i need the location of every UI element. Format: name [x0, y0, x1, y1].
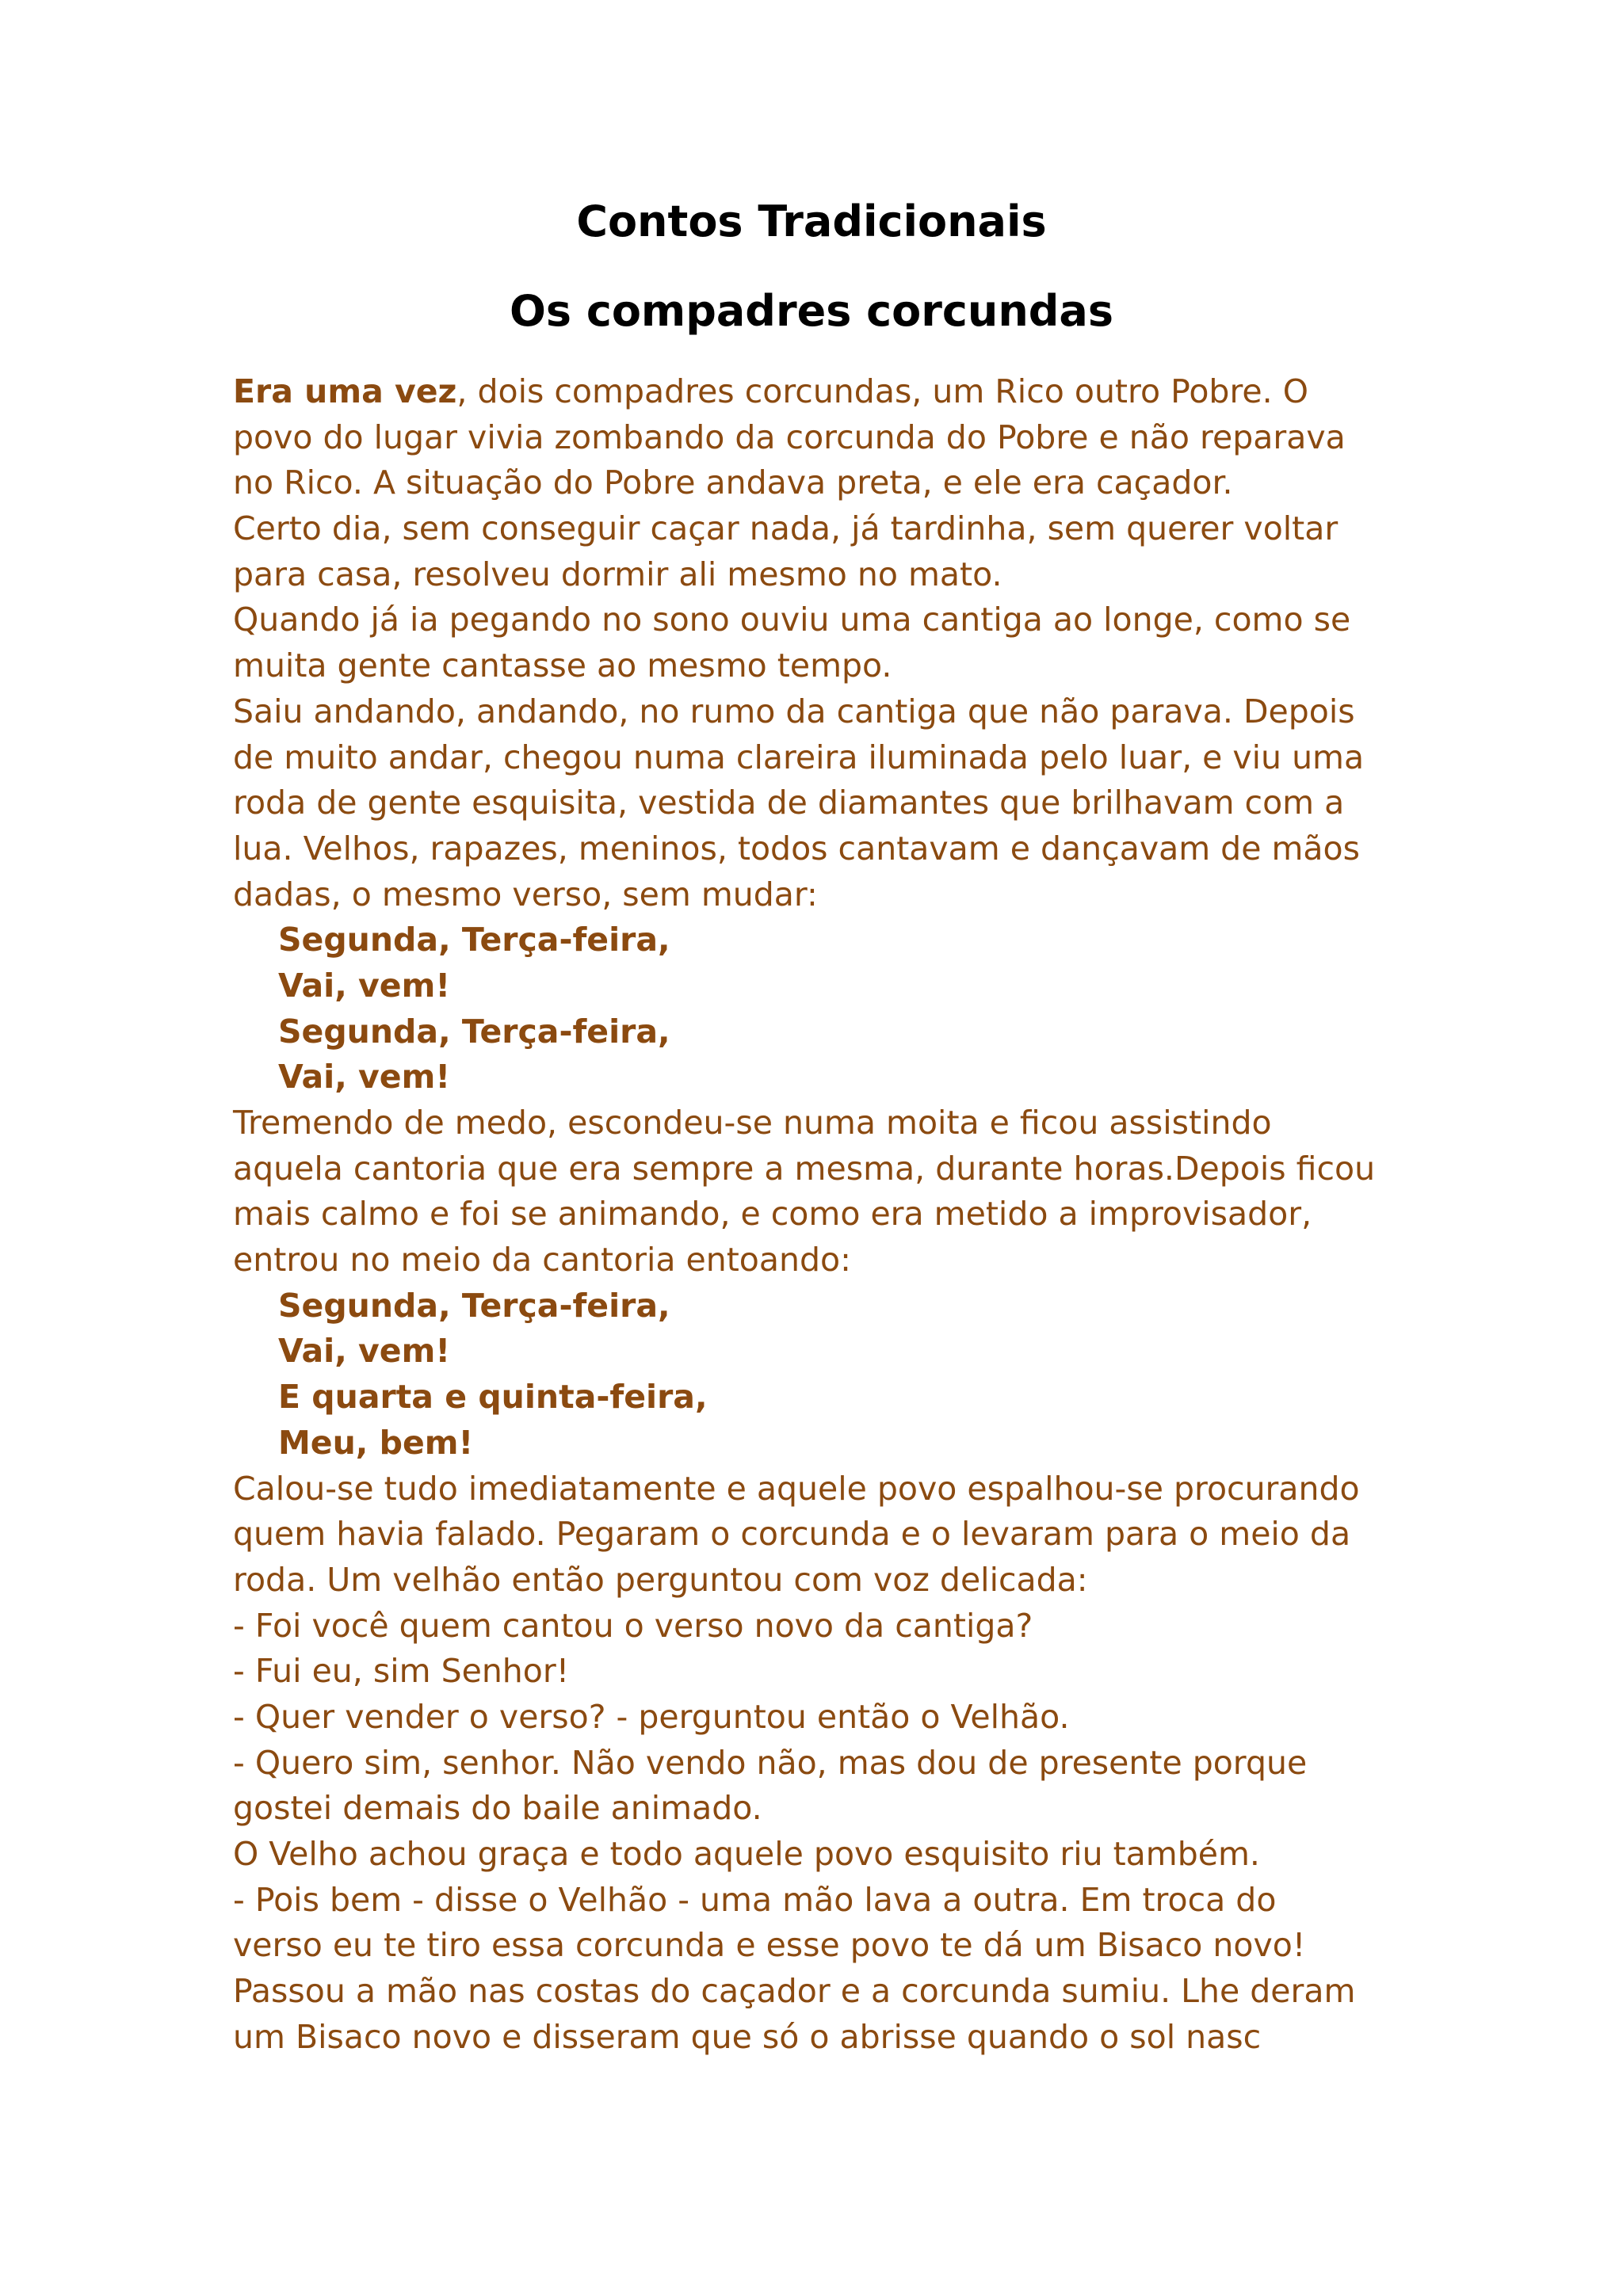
- story-line: Calou-se tudo imediatamente e aquele povo espalhou-se procurando: [233, 1469, 1360, 1508]
- story-line: Quando já ia pegando no sono ouviu uma cantiga ao longe, como se: [233, 601, 1351, 639]
- verse-line: Meu, bem!: [278, 1423, 474, 1462]
- story-line: lua. Velhos, rapazes, meninos, todos cantavam e dançavam de mãos: [233, 829, 1360, 868]
- story-line: mais calmo e foi se animando, e como era metido a improvisador,: [233, 1195, 1312, 1234]
- story-line: roda. Um velhão então perguntou com voz delicada:: [233, 1560, 1088, 1599]
- story-line: Certo dia, sem conseguir caçar nada, já tardinha, sem querer voltar: [233, 509, 1338, 548]
- story-line: um Bisaco novo e disseram que só o abrisse quando o sol nasc: [233, 2017, 1262, 2056]
- verse-line: Vai, vem!: [278, 1332, 451, 1371]
- story-line: muita gente cantasse ao mesmo tempo.: [233, 646, 892, 685]
- story-line: entrou no meio da cantoria entoando:: [233, 1241, 851, 1280]
- story-opening-rest: , dois compadres corcundas, um Rico outro Pobre. O: [456, 372, 1308, 410]
- story-line: povo do lugar vivia zombando da corcunda do Pobre e não reparava: [233, 418, 1346, 456]
- story-line: Saiu andando, andando, no rumo da cantiga que não parava. Depois: [233, 692, 1355, 730]
- story-line: no Rico. A situação do Pobre andava preta, e ele era caçador.: [233, 463, 1233, 502]
- verse-line: Segunda, Terça-feira,: [278, 921, 670, 959]
- document-title: Contos Tradicionais: [576, 196, 1047, 246]
- dialogue-line: - Fui eu, sim Senhor!: [233, 1652, 570, 1691]
- story-line: Tremendo de medo, escondeu-se numa moita e ficou assistindo: [233, 1104, 1272, 1142]
- verse-line: E quarta e quinta-feira,: [278, 1378, 708, 1417]
- verse-line: Vai, vem!: [278, 966, 451, 1005]
- dialogue-line: - Foi você quem cantou o verso novo da cantiga?: [233, 1606, 1033, 1645]
- story-line: O Velho achou graça e todo aquele povo esquisito riu também.: [233, 1835, 1260, 1873]
- story-line: de muito andar, chegou numa clareira iluminada pelo luar, e viu uma: [233, 738, 1365, 776]
- story-opening-phrase: Era uma vez: [233, 372, 457, 410]
- story-line: dadas, o mesmo verso, sem mudar:: [233, 875, 818, 913]
- verse-line: Vai, vem!: [278, 1058, 451, 1097]
- story-line-intro: [233, 369, 1406, 415]
- document-subtitle: Os compadres corcundas: [509, 286, 1114, 336]
- story-line: Passou a mão nas costas do caçador e a corcunda sumiu. Lhe deram: [233, 1972, 1356, 2011]
- story-body: [233, 369, 1406, 2060]
- story-line: verso eu te tiro essa corcunda e esse povo te dá um Bisaco novo!: [233, 1926, 1306, 1965]
- story-line: roda de gente esquisita, vestida de diamantes que brilhavam com a: [233, 784, 1345, 822]
- verse-line: Segunda, Terça-feira,: [278, 1012, 670, 1051]
- story-line: aquela cantoria que era sempre a mesma, durante horas.Depois ficou: [233, 1149, 1376, 1188]
- verse-line: Segunda, Terça-feira,: [278, 1286, 670, 1325]
- dialogue-line: - Pois bem - disse o Velhão - uma mão lava a outra. Em troca do: [233, 1880, 1277, 1919]
- story-line: quem havia falado. Pegaram o corcunda e o levaram para o meio da: [233, 1515, 1351, 1554]
- dialogue-line: - Quero sim, senhor. Não vendo não, mas dou de presente porque: [233, 1743, 1308, 1782]
- story-line: para casa, resolveu dormir ali mesmo no mato.: [233, 555, 1002, 593]
- story-line: gostei demais do baile animado.: [233, 1789, 762, 1828]
- dialogue-line: - Quer vender o verso? - perguntou então o Velhão.: [233, 1697, 1070, 1736]
